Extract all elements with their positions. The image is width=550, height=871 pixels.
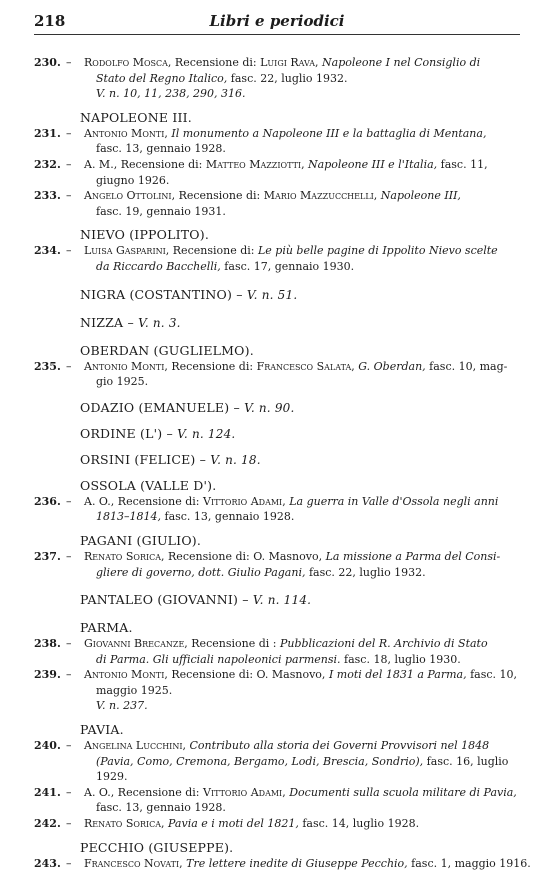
entry-author: Luisa Gasparini, <box>84 244 170 258</box>
cross-reference: V. n. 114. <box>252 593 312 608</box>
entry-243: 243. – Francesco Novati, Tre lettere inedite di Giuseppe Pecchio, fasc. 1, maggio 1916. <box>34 856 531 870</box>
section-heading-odazio: ODAZIO (EMANUELE) – V. n. 90. <box>80 399 295 415</box>
section-heading-orsini: ORSINI (FELICE) – V. n. 18. <box>80 451 261 467</box>
entry-author: Francesco Novati, <box>84 856 183 870</box>
section-heading-ossola: OSSOLA (VALLE D'). <box>80 477 217 493</box>
entry-number: 231. <box>34 126 61 140</box>
entry-number: 232. <box>34 157 61 171</box>
entry-author: Antonio Monti, <box>84 359 168 373</box>
section-heading-parma: PARMA. <box>80 620 133 636</box>
entry-number: 239. <box>34 668 61 682</box>
entry-233: 233. – Angelo Ottolini, Recensione di: Mario Mazzucchelli, Napoleone III, fasc. 19, gennaio 1931. <box>34 189 461 218</box>
reviewed-author: Vittorio Adami, <box>203 494 286 508</box>
cross-reference: V. n. 237. <box>96 699 148 713</box>
section-heading-oberdan: OBERDAN (GUGLIELMO). <box>80 342 254 358</box>
page-number: 218 <box>34 12 66 30</box>
section-heading-nievo: NIEVO (IPPOLITO). <box>80 227 209 243</box>
entry-title: Il monumento a Napoleone III e la battaglia di Mentana, <box>167 126 487 140</box>
entry-242: 242. – Renato Sorica, Pavia e i moti del 1821, fasc. 14, luglio 1928. <box>34 817 420 831</box>
entry-number: 237. <box>34 549 61 563</box>
cross-reference: V. n. 124. <box>177 426 236 441</box>
entry-title: Napoleone I nel Consiglio di <box>318 56 481 69</box>
running-title: Libri e periodici <box>209 12 345 30</box>
entry-number: 236. <box>34 494 61 508</box>
entry-238: 238. – Giovanni Brecanze, Recensione di : Pubblicazioni del R. Archivio di Stato di Parma. Gli ufficiali napoleonici parmensi. fasc. 18, luglio 1930. <box>34 637 488 666</box>
entry-author: Antonio Monti, <box>84 668 168 682</box>
entry-title: Documenti sulla scuola militare di Pavia, <box>285 785 517 799</box>
cross-reference: V. n. 90. <box>244 400 295 415</box>
entry-title: I moti del 1831 a Parma, <box>328 668 467 682</box>
entry-230: 230. – Rodolfo Mosca, Recensione di: Luigi Rava, Napoleone I nel Consiglio di Stato del Regno Italico, fasc. 22, luglio 1932. V. n. 10, 11, 238, 290, 316. <box>34 56 481 101</box>
entry-title: La missione a Parma del Consi- <box>325 549 501 563</box>
entry-title: Napoleone III, <box>377 189 461 203</box>
section-heading-pagani: PAGANI (GIULIO). <box>80 532 202 548</box>
entry-author: Giovanni Brecanze, <box>84 637 188 651</box>
entry-title: Pavia e i moti del 1821, <box>164 817 299 831</box>
entry-235: 235. – Antonio Monti, Recensione di: Francesco Salata, G. Oberdan, fasc. 10, mag- gio 1925. <box>34 359 508 389</box>
reviewed-author: Francesco Salata, <box>256 359 355 373</box>
section-heading-pecchio: PECCHIO (GIUSEPPE). <box>80 839 234 855</box>
entry-237: 237. – Renato Sorica, Recensione di: O. Masnovo, La missione a Parma del Consi- gliere di governo, dott. Giulio Pagani, fasc. 22, luglio 1932. <box>34 549 501 579</box>
entry-number: 235. <box>34 359 61 373</box>
reviewed-author: Vittorio Adami, <box>203 785 286 799</box>
entry-title: La guerra in Valle d'Ossola negli anni <box>285 494 499 508</box>
entry-number: 240. <box>34 739 61 753</box>
entry-number: 238. <box>34 637 61 651</box>
entry-240: 240. – Angelina Lucchini, Contributo alla storia dei Governi Provvisori nel 1848 (Pavia, Como, Cremona, Bergamo, Lodi, Brescia, Sondrio), fasc. 16, luglio 1929. <box>34 739 509 784</box>
entry-234: 234. – Luisa Gasparini, Recensione di: Le più belle pagine di Ippolito Nievo scelte da Riccardo Bacchelli, fasc. 17, gennaio 1930. <box>34 244 498 273</box>
entry-number: 234. <box>34 244 61 258</box>
section-heading-napoleone-iii: NAPOLEONE III. <box>80 109 192 125</box>
cross-reference: V. n. 51. <box>246 287 298 302</box>
cross-reference: V. n. 3. <box>138 315 181 330</box>
entry-231: 231. – Antonio Monti, Il monumento a Napoleone III e la battaglia di Mentana, fasc. 13, gennaio 1928. <box>34 126 487 156</box>
entry-232: 232. – A. M., Recensione di: Matteo Mazziotti, Napoleone III e l'Italia, fasc. 11, giugno 1926. <box>34 157 488 187</box>
reviewed-author: Mario Mazzucchelli, <box>263 189 378 203</box>
entry-title: Pubblicazioni del R. Archivio di Stato <box>279 637 488 651</box>
cross-reference: V. n. 10, 11, 238, 290, 316. <box>96 87 246 101</box>
entry-author: Angelo Ottolini, <box>84 189 176 203</box>
reviewed-author: Matteo Mazziotti, <box>205 157 305 171</box>
entry-number: 243. <box>34 856 61 870</box>
section-heading-ordine: ORDINE (L') – V. n. 124. <box>80 425 236 441</box>
entry-author: Renato Sorica, <box>84 817 165 831</box>
entry-author: Renato Sorica, <box>84 549 165 563</box>
entry-number: 241. <box>34 785 61 799</box>
bibliography-list <box>0 55 550 871</box>
entry-title: Napoleone III e l'Italia, <box>304 157 438 171</box>
entry-239: 239. – Antonio Monti, Recensione di: O. Masnovo, I moti del 1831 a Parma, fasc. 10, maggio 1925. V. n. 237. <box>34 668 518 713</box>
entry-author: Antonio Monti, <box>84 126 168 140</box>
page-header <box>34 12 520 35</box>
section-heading-nigra: NIGRA (COSTANTINO) – V. n. 51. <box>80 286 298 302</box>
entry-241: 241. – A. O., Recensione di: Vittorio Adami, Documenti sulla scuola militare di Pavia, fasc. 13, gennaio 1928. <box>34 785 517 815</box>
entry-title: Contributo alla storia dei Governi Provvisori nel 1848 <box>186 739 490 753</box>
entry-number: 233. <box>34 189 61 203</box>
section-heading-pavia: PAVIA. <box>80 722 124 738</box>
entry-title: G. Oberdan, <box>354 359 426 373</box>
entry-author: Angelina Lucchini, <box>84 739 187 753</box>
entry-number: 230. <box>34 56 61 69</box>
cross-reference: V. n. 18. <box>210 452 261 467</box>
reviewed-author: Luigi Rava, <box>260 56 319 69</box>
entry-author: Rodolfo Mosca, <box>84 56 172 69</box>
entry-number: 242. <box>34 817 61 831</box>
entry-236: 236. – A. O., Recensione di: Vittorio Adami, La guerra in Valle d'Ossola negli anni 1813–1814, fasc. 13, gennaio 1928. <box>34 494 499 524</box>
entry-title: Le più belle pagine di Ippolito Nievo scelte <box>257 244 498 258</box>
entry-title: Tre lettere inedite di Giuseppe Pecchio, <box>182 856 408 870</box>
section-heading-pantaleo: PANTALEO (GIOVANNI) – V. n. 114. <box>80 592 312 608</box>
section-heading-nizza: NIZZA – V. n. 3. <box>80 314 181 330</box>
